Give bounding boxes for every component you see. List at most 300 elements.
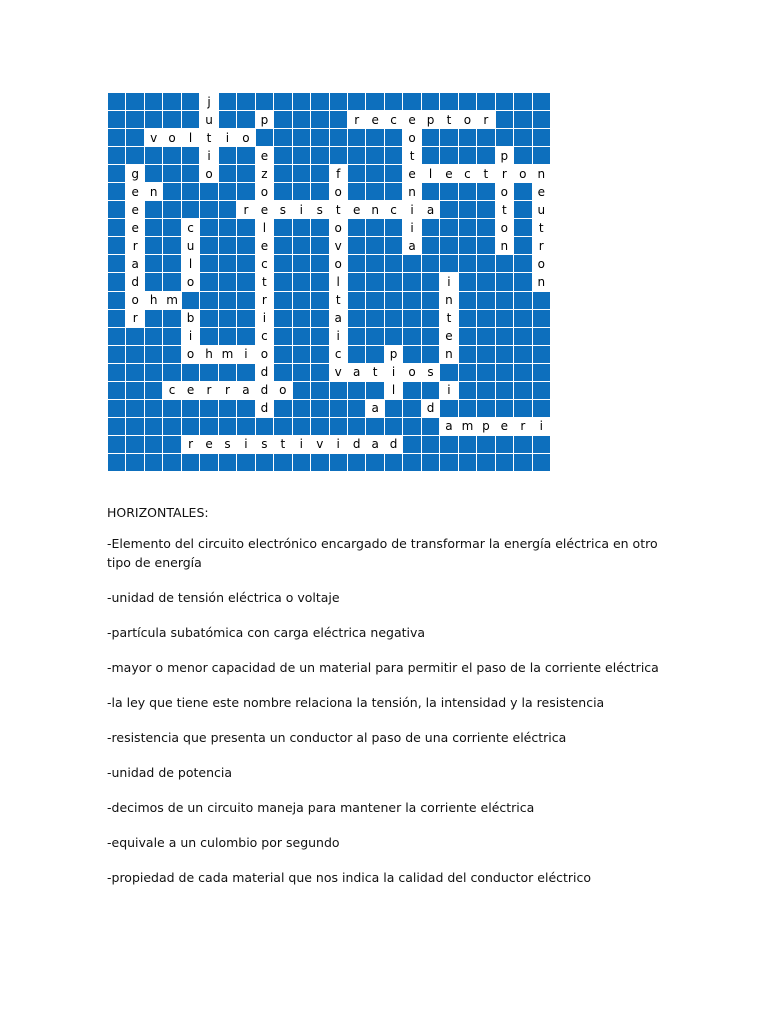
blocked-cell bbox=[293, 237, 310, 254]
letter-cell: i bbox=[330, 328, 347, 345]
blocked-cell bbox=[274, 418, 291, 435]
blocked-cell bbox=[348, 219, 365, 236]
blocked-cell bbox=[440, 93, 457, 110]
blocked-cell bbox=[237, 273, 254, 290]
blocked-cell bbox=[256, 454, 273, 471]
blocked-cell bbox=[145, 273, 162, 290]
letter-cell: o bbox=[163, 129, 180, 146]
letter-cell: n bbox=[440, 346, 457, 363]
letter-cell: e bbox=[256, 147, 273, 164]
blocked-cell bbox=[293, 93, 310, 110]
blocked-cell bbox=[108, 364, 125, 381]
letter-cell: a bbox=[330, 310, 347, 327]
blocked-cell bbox=[477, 346, 494, 363]
blocked-cell bbox=[108, 454, 125, 471]
blocked-cell bbox=[440, 129, 457, 146]
letter-cell: a bbox=[348, 364, 365, 381]
blocked-cell bbox=[403, 292, 420, 309]
clue-item: -propiedad de cada material que nos indica la calidad del conductor eléctrico bbox=[107, 870, 592, 885]
letter-cell: r bbox=[514, 418, 531, 435]
blocked-cell bbox=[237, 310, 254, 327]
letter-cell: v bbox=[145, 129, 162, 146]
blocked-cell bbox=[274, 346, 291, 363]
blocked-cell bbox=[163, 111, 180, 128]
blocked-cell bbox=[330, 382, 347, 399]
letter-cell: t bbox=[477, 165, 494, 182]
letter-cell: i bbox=[403, 219, 420, 236]
blocked-cell bbox=[477, 364, 494, 381]
blocked-cell bbox=[108, 147, 125, 164]
blocked-cell bbox=[219, 219, 236, 236]
blocked-cell bbox=[440, 147, 457, 164]
blocked-cell bbox=[385, 255, 402, 272]
letter-cell: t bbox=[533, 219, 550, 236]
blocked-cell bbox=[477, 310, 494, 327]
blocked-cell bbox=[311, 400, 328, 417]
blocked-cell bbox=[274, 147, 291, 164]
letter-cell: t bbox=[256, 273, 273, 290]
blocked-cell bbox=[366, 165, 383, 182]
blocked-cell bbox=[163, 400, 180, 417]
blocked-cell bbox=[514, 364, 531, 381]
blocked-cell bbox=[200, 255, 217, 272]
blocked-cell bbox=[311, 328, 328, 345]
letter-cell: o bbox=[126, 292, 143, 309]
letter-cell: n bbox=[496, 237, 513, 254]
blocked-cell bbox=[477, 328, 494, 345]
blocked-cell bbox=[348, 129, 365, 146]
letter-cell: d bbox=[256, 364, 273, 381]
blocked-cell bbox=[459, 364, 476, 381]
letter-cell: d bbox=[348, 436, 365, 453]
blocked-cell bbox=[108, 273, 125, 290]
letter-cell: a bbox=[440, 418, 457, 435]
clue-item: -mayor o menor capacidad de un material para permitir el paso de la corriente eléctrica bbox=[107, 660, 659, 675]
blocked-cell bbox=[496, 129, 513, 146]
letter-cell: e bbox=[533, 183, 550, 200]
blocked-cell bbox=[496, 328, 513, 345]
blocked-cell bbox=[459, 346, 476, 363]
letter-cell: v bbox=[330, 364, 347, 381]
blocked-cell bbox=[219, 237, 236, 254]
blocked-cell bbox=[403, 400, 420, 417]
letter-cell: r bbox=[348, 111, 365, 128]
letter-cell: a bbox=[422, 201, 439, 218]
blocked-cell bbox=[219, 292, 236, 309]
blocked-cell bbox=[126, 418, 143, 435]
blocked-cell bbox=[163, 147, 180, 164]
blocked-cell bbox=[385, 237, 402, 254]
blocked-cell bbox=[126, 346, 143, 363]
blocked-cell bbox=[496, 364, 513, 381]
letter-cell: p bbox=[256, 111, 273, 128]
blocked-cell bbox=[256, 418, 273, 435]
blocked-cell bbox=[366, 255, 383, 272]
blocked-cell bbox=[533, 93, 550, 110]
letter-cell: o bbox=[496, 183, 513, 200]
blocked-cell bbox=[459, 382, 476, 399]
blocked-cell bbox=[311, 255, 328, 272]
letter-cell: r bbox=[182, 436, 199, 453]
blocked-cell bbox=[533, 454, 550, 471]
blocked-cell bbox=[514, 219, 531, 236]
letter-cell: l bbox=[385, 382, 402, 399]
blocked-cell bbox=[477, 219, 494, 236]
blocked-cell bbox=[403, 93, 420, 110]
blocked-cell bbox=[496, 273, 513, 290]
letter-cell: t bbox=[440, 111, 457, 128]
letter-cell: n bbox=[440, 292, 457, 309]
blocked-cell bbox=[514, 111, 531, 128]
letter-cell: o bbox=[182, 346, 199, 363]
letter-cell: t bbox=[440, 310, 457, 327]
letter-cell: e bbox=[200, 436, 217, 453]
blocked-cell bbox=[145, 111, 162, 128]
blocked-cell bbox=[237, 219, 254, 236]
blocked-cell bbox=[126, 382, 143, 399]
blocked-cell bbox=[274, 111, 291, 128]
blocked-cell bbox=[440, 454, 457, 471]
blocked-cell bbox=[348, 255, 365, 272]
letter-cell: p bbox=[385, 346, 402, 363]
blocked-cell bbox=[182, 183, 199, 200]
blocked-cell bbox=[330, 454, 347, 471]
blocked-cell bbox=[514, 382, 531, 399]
blocked-cell bbox=[219, 364, 236, 381]
blocked-cell bbox=[200, 237, 217, 254]
blocked-cell bbox=[477, 129, 494, 146]
blocked-cell bbox=[422, 255, 439, 272]
blocked-cell bbox=[330, 93, 347, 110]
letter-cell: d bbox=[256, 400, 273, 417]
blocked-cell bbox=[182, 364, 199, 381]
blocked-cell bbox=[440, 436, 457, 453]
blocked-cell bbox=[219, 165, 236, 182]
letter-cell: v bbox=[311, 436, 328, 453]
blocked-cell bbox=[385, 400, 402, 417]
letter-cell: t bbox=[496, 201, 513, 218]
blocked-cell bbox=[311, 418, 328, 435]
blocked-cell bbox=[108, 201, 125, 218]
blocked-cell bbox=[496, 346, 513, 363]
letter-cell: r bbox=[496, 165, 513, 182]
blocked-cell bbox=[514, 129, 531, 146]
blocked-cell bbox=[274, 310, 291, 327]
blocked-cell bbox=[366, 273, 383, 290]
letter-cell: m bbox=[219, 346, 236, 363]
blocked-cell bbox=[274, 183, 291, 200]
blocked-cell bbox=[496, 436, 513, 453]
letter-cell: m bbox=[163, 292, 180, 309]
blocked-cell bbox=[403, 273, 420, 290]
blocked-cell bbox=[163, 346, 180, 363]
blocked-cell bbox=[145, 219, 162, 236]
letter-cell: o bbox=[330, 183, 347, 200]
blocked-cell bbox=[366, 346, 383, 363]
blocked-cell bbox=[422, 454, 439, 471]
blocked-cell bbox=[422, 237, 439, 254]
blocked-cell bbox=[293, 292, 310, 309]
letter-cell: e bbox=[126, 183, 143, 200]
letter-cell: u bbox=[200, 111, 217, 128]
blocked-cell bbox=[293, 111, 310, 128]
blocked-cell bbox=[108, 93, 125, 110]
letter-cell: o bbox=[496, 219, 513, 236]
blocked-cell bbox=[293, 219, 310, 236]
blocked-cell bbox=[311, 364, 328, 381]
blocked-cell bbox=[293, 382, 310, 399]
blocked-cell bbox=[385, 292, 402, 309]
blocked-cell bbox=[126, 436, 143, 453]
blocked-cell bbox=[108, 219, 125, 236]
blocked-cell bbox=[477, 273, 494, 290]
blocked-cell bbox=[477, 454, 494, 471]
blocked-cell bbox=[533, 328, 550, 345]
blocked-cell bbox=[366, 418, 383, 435]
blocked-cell bbox=[182, 400, 199, 417]
blocked-cell bbox=[477, 292, 494, 309]
letter-cell: t bbox=[330, 201, 347, 218]
blocked-cell bbox=[477, 201, 494, 218]
blocked-cell bbox=[293, 346, 310, 363]
blocked-cell bbox=[422, 93, 439, 110]
blocked-cell bbox=[293, 129, 310, 146]
blocked-cell bbox=[496, 292, 513, 309]
blocked-cell bbox=[496, 93, 513, 110]
letter-cell: e bbox=[440, 328, 457, 345]
blocked-cell bbox=[403, 346, 420, 363]
blocked-cell bbox=[219, 147, 236, 164]
letter-cell: l bbox=[182, 129, 199, 146]
blocked-cell bbox=[163, 310, 180, 327]
blocked-cell bbox=[533, 111, 550, 128]
clue-item: -resistencia que presenta un conductor al paso de una corriente eléctrica bbox=[107, 730, 567, 745]
blocked-cell bbox=[385, 183, 402, 200]
blocked-cell bbox=[514, 328, 531, 345]
blocked-cell bbox=[219, 328, 236, 345]
letter-cell: i bbox=[256, 310, 273, 327]
blocked-cell bbox=[459, 147, 476, 164]
letter-cell: s bbox=[219, 436, 236, 453]
blocked-cell bbox=[200, 201, 217, 218]
letter-cell: t bbox=[366, 364, 383, 381]
letter-cell: n bbox=[533, 165, 550, 182]
blocked-cell bbox=[200, 273, 217, 290]
blocked-cell bbox=[403, 454, 420, 471]
letter-cell: o bbox=[256, 183, 273, 200]
letter-cell: p bbox=[422, 111, 439, 128]
blocked-cell bbox=[440, 183, 457, 200]
blocked-cell bbox=[293, 165, 310, 182]
blocked-cell bbox=[348, 400, 365, 417]
blocked-cell bbox=[219, 454, 236, 471]
blocked-cell bbox=[145, 201, 162, 218]
blocked-cell bbox=[514, 292, 531, 309]
blocked-cell bbox=[182, 292, 199, 309]
blocked-cell bbox=[108, 255, 125, 272]
clues-heading: HORIZONTALES: bbox=[107, 505, 209, 520]
blocked-cell bbox=[237, 93, 254, 110]
letter-cell: e bbox=[366, 111, 383, 128]
letter-cell: i bbox=[330, 436, 347, 453]
blocked-cell bbox=[145, 454, 162, 471]
blocked-cell bbox=[348, 183, 365, 200]
blocked-cell bbox=[182, 165, 199, 182]
blocked-cell bbox=[200, 310, 217, 327]
blocked-cell bbox=[219, 111, 236, 128]
blocked-cell bbox=[237, 328, 254, 345]
blocked-cell bbox=[366, 93, 383, 110]
letter-cell: i bbox=[385, 364, 402, 381]
blocked-cell bbox=[385, 454, 402, 471]
clue-item: -la ley que tiene este nombre relaciona la tensión, la intensidad y la resistencia bbox=[107, 695, 605, 710]
blocked-cell bbox=[145, 400, 162, 417]
blocked-cell bbox=[348, 147, 365, 164]
blocked-cell bbox=[163, 436, 180, 453]
letter-cell: b bbox=[182, 310, 199, 327]
letter-cell: i bbox=[219, 129, 236, 146]
blocked-cell bbox=[274, 219, 291, 236]
blocked-cell bbox=[385, 129, 402, 146]
blocked-cell bbox=[274, 328, 291, 345]
blocked-cell bbox=[533, 292, 550, 309]
blocked-cell bbox=[145, 255, 162, 272]
letter-cell: i bbox=[293, 436, 310, 453]
blocked-cell bbox=[108, 111, 125, 128]
blocked-cell bbox=[311, 129, 328, 146]
letter-cell: a bbox=[126, 255, 143, 272]
blocked-cell bbox=[459, 292, 476, 309]
blocked-cell bbox=[422, 147, 439, 164]
blocked-cell bbox=[514, 93, 531, 110]
blocked-cell bbox=[237, 255, 254, 272]
blocked-cell bbox=[237, 292, 254, 309]
blocked-cell bbox=[422, 418, 439, 435]
blocked-cell bbox=[385, 147, 402, 164]
letter-cell: n bbox=[533, 273, 550, 290]
blocked-cell bbox=[200, 364, 217, 381]
letter-cell: p bbox=[477, 418, 494, 435]
blocked-cell bbox=[182, 111, 199, 128]
blocked-cell bbox=[385, 418, 402, 435]
blocked-cell bbox=[533, 382, 550, 399]
blocked-cell bbox=[200, 183, 217, 200]
letter-cell: r bbox=[237, 201, 254, 218]
letter-cell: d bbox=[256, 382, 273, 399]
blocked-cell bbox=[311, 310, 328, 327]
blocked-cell bbox=[108, 436, 125, 453]
blocked-cell bbox=[163, 328, 180, 345]
letter-cell: d bbox=[126, 273, 143, 290]
blocked-cell bbox=[163, 165, 180, 182]
blocked-cell bbox=[514, 310, 531, 327]
blocked-cell bbox=[200, 292, 217, 309]
blocked-cell bbox=[219, 201, 236, 218]
blocked-cell bbox=[108, 129, 125, 146]
blocked-cell bbox=[145, 382, 162, 399]
blocked-cell bbox=[348, 273, 365, 290]
blocked-cell bbox=[311, 93, 328, 110]
blocked-cell bbox=[311, 292, 328, 309]
letter-cell: o bbox=[403, 364, 420, 381]
letter-cell: c bbox=[256, 255, 273, 272]
blocked-cell bbox=[293, 400, 310, 417]
blocked-cell bbox=[459, 310, 476, 327]
clue-list bbox=[107, 534, 667, 887]
blocked-cell bbox=[237, 147, 254, 164]
letter-cell: g bbox=[126, 165, 143, 182]
blocked-cell bbox=[126, 129, 143, 146]
blocked-cell bbox=[108, 237, 125, 254]
letter-cell: n bbox=[145, 183, 162, 200]
blocked-cell bbox=[182, 454, 199, 471]
blocked-cell bbox=[108, 292, 125, 309]
blocked-cell bbox=[348, 382, 365, 399]
letter-cell: a bbox=[366, 400, 383, 417]
blocked-cell bbox=[163, 364, 180, 381]
letter-cell: c bbox=[459, 165, 476, 182]
letter-cell: o bbox=[330, 255, 347, 272]
blocked-cell bbox=[422, 382, 439, 399]
blocked-cell bbox=[237, 183, 254, 200]
blocked-cell bbox=[330, 400, 347, 417]
letter-cell: e bbox=[256, 237, 273, 254]
blocked-cell bbox=[145, 346, 162, 363]
blocked-cell bbox=[348, 237, 365, 254]
blocked-cell bbox=[514, 400, 531, 417]
blocked-cell bbox=[385, 219, 402, 236]
blocked-cell bbox=[311, 382, 328, 399]
letter-cell: h bbox=[145, 292, 162, 309]
letter-cell: p bbox=[496, 147, 513, 164]
letter-cell: i bbox=[440, 273, 457, 290]
blocked-cell bbox=[403, 436, 420, 453]
letter-cell: r bbox=[477, 111, 494, 128]
blocked-cell bbox=[366, 292, 383, 309]
blocked-cell bbox=[237, 400, 254, 417]
blocked-cell bbox=[274, 129, 291, 146]
blocked-cell bbox=[293, 147, 310, 164]
blocked-cell bbox=[533, 147, 550, 164]
letter-cell: a bbox=[403, 237, 420, 254]
blocked-cell bbox=[200, 454, 217, 471]
blocked-cell bbox=[477, 93, 494, 110]
blocked-cell bbox=[403, 418, 420, 435]
letter-cell: n bbox=[366, 201, 383, 218]
letter-cell: o bbox=[330, 219, 347, 236]
letter-cell: j bbox=[200, 93, 217, 110]
letter-cell: a bbox=[237, 382, 254, 399]
letter-cell: d bbox=[422, 400, 439, 417]
blocked-cell bbox=[219, 93, 236, 110]
blocked-cell bbox=[274, 364, 291, 381]
blocked-cell bbox=[293, 273, 310, 290]
blocked-cell bbox=[385, 273, 402, 290]
blocked-cell bbox=[163, 93, 180, 110]
blocked-cell bbox=[274, 237, 291, 254]
blocked-cell bbox=[200, 328, 217, 345]
letter-cell: i bbox=[237, 436, 254, 453]
blocked-cell bbox=[237, 111, 254, 128]
clues-section bbox=[107, 505, 667, 903]
letter-cell: c bbox=[385, 201, 402, 218]
letter-cell: d bbox=[385, 436, 402, 453]
blocked-cell bbox=[440, 255, 457, 272]
blocked-cell bbox=[219, 255, 236, 272]
letter-cell: t bbox=[200, 129, 217, 146]
blocked-cell bbox=[385, 328, 402, 345]
blocked-cell bbox=[108, 382, 125, 399]
